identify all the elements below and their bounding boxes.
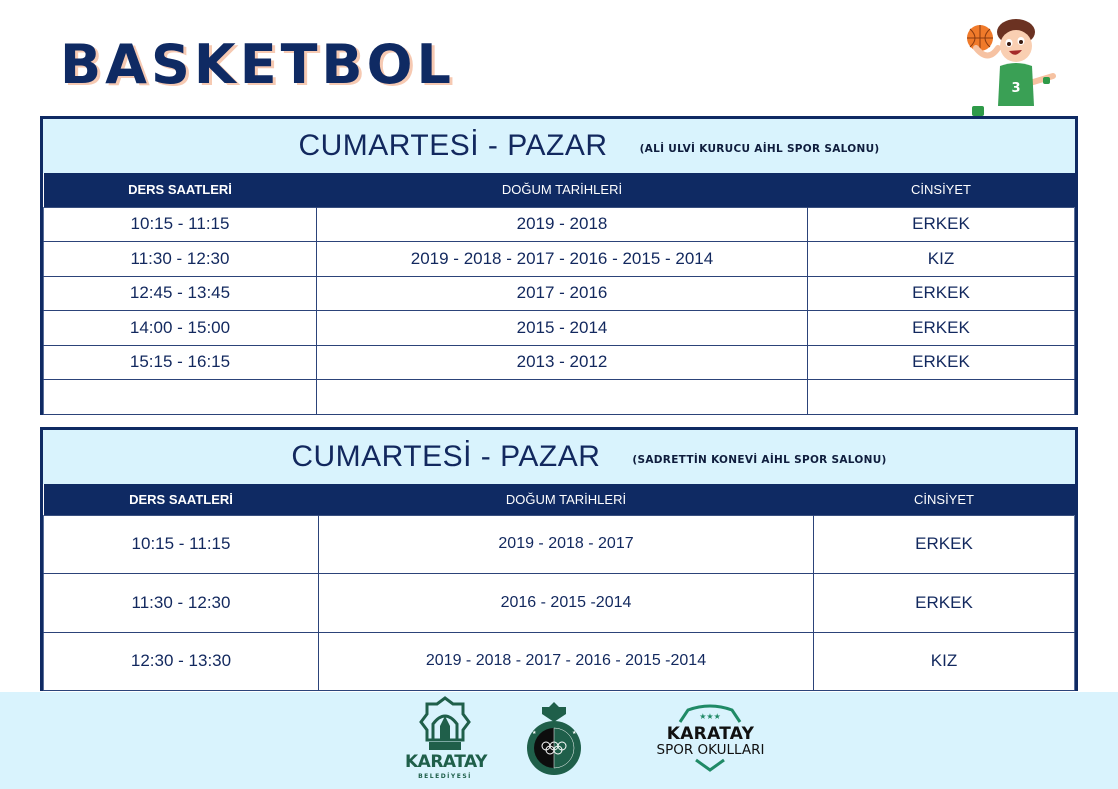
okul-brand: KARATAY — [666, 724, 755, 744]
cell-birth-years: 2016 - 2015 -2014 — [319, 574, 814, 633]
cell-gender: ERKEK — [808, 207, 1075, 242]
schedule-title-band — [43, 119, 1075, 173]
page-title: BASKETBOL — [60, 33, 455, 96]
cell-hours: 11:30 - 12:30 — [44, 242, 317, 277]
column-header-gender: CİNSİYET — [808, 173, 1075, 207]
table-row — [44, 207, 1075, 242]
column-header-hours: DERS SAATLERİ — [44, 484, 319, 515]
table-row — [44, 345, 1075, 380]
cell-birth-years — [317, 380, 808, 415]
header-row — [44, 484, 1075, 515]
cell-gender: KIZ — [814, 632, 1075, 691]
club-crest-icon — [526, 700, 582, 780]
svg-text:★★★: ★★★ — [699, 712, 721, 721]
schedule-days: CUMARTESİ - PAZAR — [298, 129, 608, 162]
cell-birth-years: 2015 - 2014 — [317, 311, 808, 346]
cell-hours: 10:15 - 11:15 — [44, 515, 319, 574]
cell-birth-years: 2019 - 2018 - 2017 — [319, 515, 814, 574]
cell-gender: ERKEK — [808, 276, 1075, 311]
karatay-belediyespor-crest — [526, 700, 582, 780]
mosque-arch-icon — [405, 696, 485, 752]
cell-birth-years: 2019 - 2018 - 2017 - 2016 - 2015 - 2014 — [317, 242, 808, 277]
cell-hours — [44, 380, 317, 415]
column-header-hours: DERS SAATLERİ — [44, 173, 317, 207]
cell-hours: 10:15 - 11:15 — [44, 207, 317, 242]
table-row — [44, 276, 1075, 311]
cell-hours: 11:30 - 12:30 — [44, 574, 319, 633]
cell-hours: 12:45 - 13:45 — [44, 276, 317, 311]
schedule-grid — [43, 484, 1075, 691]
cell-gender: ERKEK — [808, 311, 1075, 346]
table-row — [44, 515, 1075, 574]
column-header-gender: CİNSİYET — [814, 484, 1075, 515]
table-row — [44, 242, 1075, 277]
cell-birth-years: 2019 - 2018 — [317, 207, 808, 242]
cell-hours: 14:00 - 15:00 — [44, 311, 317, 346]
basketball-player-icon — [958, 8, 1068, 118]
cell-hours: 12:30 - 13:30 — [44, 632, 319, 691]
okul-tagline: SPOR OKULLARI — [656, 742, 765, 758]
cell-gender: KIZ — [808, 242, 1075, 277]
schedule-venue: (ALİ ULVİ KURUCU AİHL SPOR SALONU) — [639, 143, 880, 155]
cell-gender — [808, 380, 1075, 415]
column-header-birth-years: DOĞUM TARİHLERİ — [319, 484, 814, 515]
table-row — [44, 574, 1075, 633]
belediye-name: KARATAY — [405, 752, 487, 772]
svg-text:★: ★ — [532, 730, 537, 736]
cell-gender: ERKEK — [814, 574, 1075, 633]
schedule-days: CUMARTESİ - PAZAR — [291, 440, 601, 473]
cell-hours: 15:15 - 16:15 — [44, 345, 317, 380]
footer-logo-band — [0, 692, 1118, 789]
schedule-grid — [43, 173, 1075, 415]
cell-gender: ERKEK — [808, 345, 1075, 380]
schedule-table-1 — [40, 116, 1078, 415]
schedule-venue: (SADRETTİN KONEVİ AİHL SPOR SALONU) — [632, 454, 887, 466]
karatay-spor-okullari-logo — [638, 702, 783, 774]
cell-gender: ERKEK — [814, 515, 1075, 574]
schedule-table-2 — [40, 427, 1078, 691]
belediye-sub: BELEDİYESİ — [418, 773, 472, 780]
table-row — [44, 632, 1075, 691]
table-row-empty — [44, 380, 1075, 415]
cell-birth-years: 2019 - 2018 - 2017 - 2016 - 2015 -2014 — [319, 632, 814, 691]
schedule-title-band — [43, 430, 1075, 484]
cell-birth-years: 2013 - 2012 — [317, 345, 808, 380]
svg-text:3: 3 — [1011, 81, 1021, 96]
karatay-belediyesi-logo — [405, 696, 485, 782]
column-header-birth-years: DOĞUM TARİHLERİ — [317, 173, 808, 207]
svg-text:★: ★ — [572, 730, 577, 736]
table-row — [44, 311, 1075, 346]
cell-birth-years: 2017 - 2016 — [317, 276, 808, 311]
header-row — [44, 173, 1075, 207]
